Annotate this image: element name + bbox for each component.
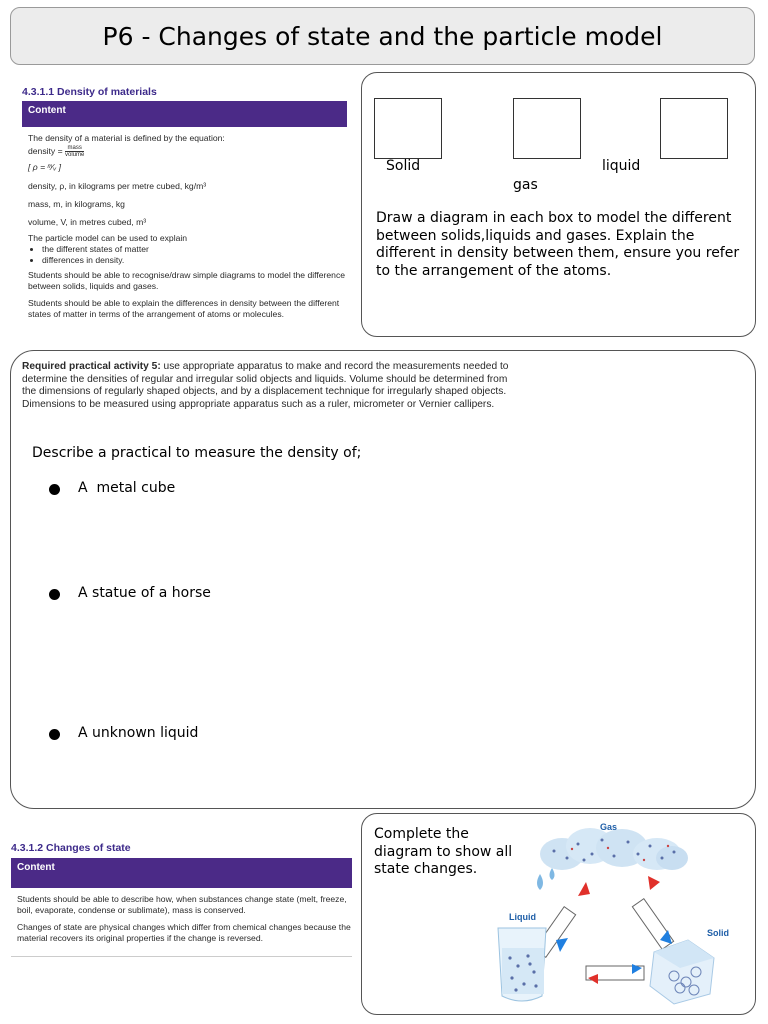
list-item: • differences in density. (42, 255, 347, 266)
equation-fraction (65, 145, 84, 158)
page-title-box (10, 7, 755, 65)
equation-intro: The density of a material is defined by the equation: (28, 133, 225, 143)
diagram-instruction: Complete the diagram to show all state changes. (374, 826, 513, 877)
gas-drawing-box[interactable] (513, 98, 581, 159)
equation-lhs: density = (28, 145, 63, 156)
definition-density: density, ρ, in kilograms per metre cubed, kg/m³ (28, 181, 207, 191)
liquid-solid-arrow-icon (586, 964, 644, 984)
liquid-diagram-label: Liquid (509, 912, 536, 922)
solid-diagram-label: Solid (707, 928, 729, 938)
change-paragraph-1: Students should be able to describe how, when substances change state (melt, freeze, boil, evaporate, condense or sublimate), mass is conserved. (17, 894, 347, 915)
bullet-icon (49, 484, 60, 495)
symbol-equation: [ ρ = ᵐ⁄ᵥ ] (28, 162, 62, 172)
spec-paragraph-1: Students should be able to recognise/draw simple diagrams to model the difference between solids, liquids and gases. (28, 270, 346, 291)
change-spec-heading: 4.3.1.2 Changes of state (11, 842, 131, 854)
bullet-icon (49, 589, 60, 600)
liquid-label: liquid (602, 158, 641, 174)
definition-volume: volume, V, in metres cubed, m³ (28, 217, 147, 227)
density-spec-heading: 4.3.1.1 Density of materials (22, 86, 157, 98)
required-practical-title: Required practical activity 5: (22, 361, 161, 372)
gas-cloud-icon (540, 828, 688, 870)
liquid-drawing-box[interactable] (660, 98, 728, 159)
state-change-illustration (482, 816, 752, 1012)
explain-intro: The particle model can be used to explain (28, 233, 188, 243)
density-spec-body (22, 133, 347, 320)
question-metal-cube: A metal cube (78, 480, 176, 496)
change-spec-body (11, 894, 352, 944)
states-diagram-box (361, 72, 756, 337)
required-practical-text (22, 361, 522, 411)
bullet-icon (49, 729, 60, 740)
page-title: P6 - Changes of state and the particle model (102, 21, 663, 51)
change-paragraph-2: Changes of state are physical changes which differ from chemical changes because the material recovers its original properties if the change is reversed. (17, 922, 351, 943)
equation-denominator: volume (65, 152, 85, 158)
state-change-diagram-box (361, 813, 756, 1015)
definition-mass: mass, m, in kilograms, kg (28, 199, 125, 209)
practical-prompt: Describe a practical to measure the density of; (32, 445, 362, 461)
question-horse-statue: A statue of a horse (78, 585, 211, 601)
density-equation (28, 145, 347, 158)
ice-cube-icon (650, 940, 714, 1004)
change-spec-card (11, 842, 352, 957)
states-instruction: Draw a diagram in each box to model the different between solids,liquids and gases. Explain the different in density between them, ensure you refer to the arrangement of the atoms. (376, 210, 740, 279)
gas-solid-arrow-icon (632, 876, 673, 949)
spec-paragraph-2: Students should be able to explain the differences in density between the different states of matter in terms of the arrangement of atoms or molecules. (28, 298, 340, 319)
droplet-icon (537, 868, 555, 890)
explain-list (28, 244, 347, 266)
list-item: • the different states of matter (42, 244, 347, 255)
equation-numerator: mass (65, 145, 84, 152)
gas-label: gas (513, 177, 538, 193)
question-unknown-liquid: A unknown liquid (78, 725, 199, 741)
change-spec-content-bar: Content (11, 858, 352, 888)
gas-diagram-label: Gas (600, 822, 618, 832)
liquid-beaker-icon (498, 928, 546, 1001)
solid-label: Solid (386, 158, 421, 174)
solid-drawing-box[interactable] (374, 98, 442, 159)
density-spec-content-bar: Content (22, 101, 347, 127)
required-practical-body: use appropriate apparatus to make and record the measurements needed to determine the densities of regular and irregular solid objects and liquids. Volume should be determined from the dimensions of regularly shaped objects, and by a displacement technique for irregularly shaped objects. Dimensions to be measured using appropriate apparatus such as a ruler, micrometer or Vernier callipers. (22, 361, 509, 410)
density-spec-card (22, 86, 347, 344)
